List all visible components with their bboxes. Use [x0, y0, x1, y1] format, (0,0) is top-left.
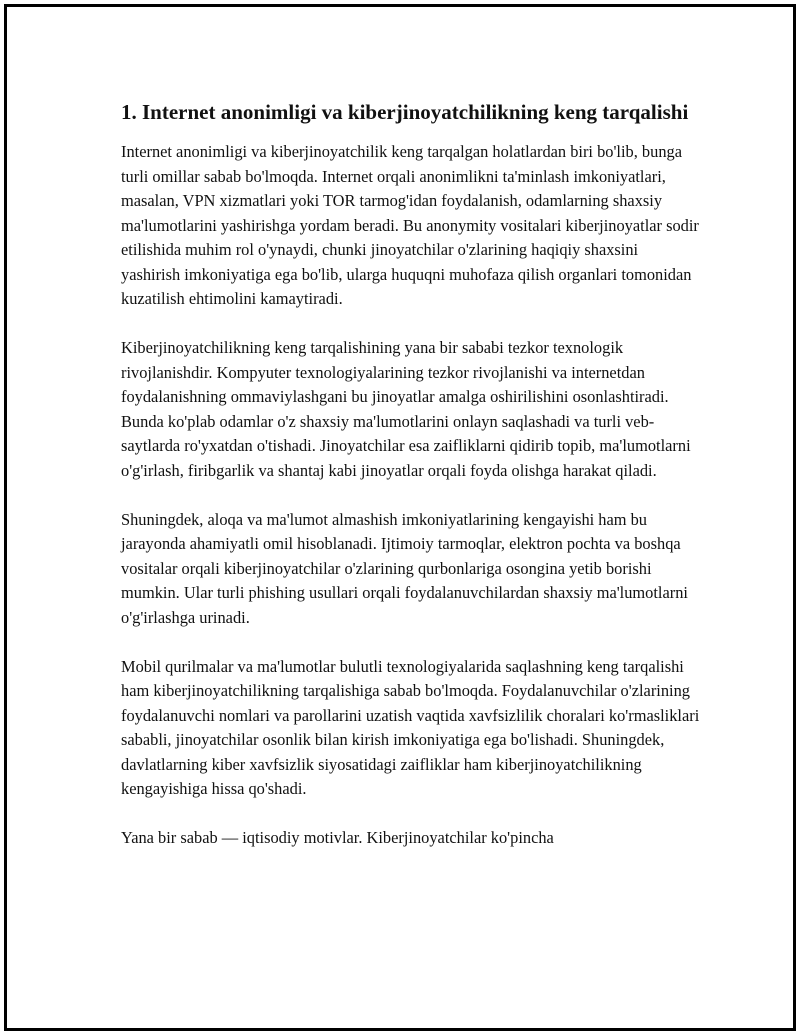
paragraph: Mobil qurilmalar va ma'lumotlar bulutli texnologiyalarida saqlashning keng tarqalishi ham kiberjinoyatchilikning tarqalishiga sabab bo'lmoqda. Foydalanuvchilar o'zlarining foydalanuvchi nomlari va parollarini uzatish vaqtida xavfsizlilik choralari ko'rmasliklari sababli, jinoyatchilar osonlik bilan kirish imkoniyatiga ega bo'lishadi. Shuningdek, davlatlarning kiber xavfsizlik siyosatidagi zaifliklar ham kiberjinoyatchilikning kengayishiga hissa qo'shadi. [121, 656, 700, 798]
document-page [4, 4, 796, 1031]
paragraph: Kiberjinoyatchilikning keng tarqalishining yana bir sababi tezkor texnologik rivojlanishdir. Kompyuter texnologiyalarining tezkor rivojlanishi va internetdan foydalanishning ommaviylashgani bu jinoyatlar amalga oshirilishini osonlashtiradi. Bunda ko'plab odamlar o'z shaxsiy ma'lumotlarini onlayn saqlashadi va turli veb-saytlarda ro'yxatdan o'tishadi. Jinoyatchilar esa zaifliklarni qidirib topib, ma'lumotlarni o'g'irlash, firibgarlik va shantaj kabi jinoyatlar orqali foyda olishga harakat qiladi. [121, 338, 691, 480]
section-heading: 1. Internet anonimligi va kiberjinoyatchilikning keng tarqalishi [121, 100, 689, 124]
paragraph: Yana bir sabab — iqtisodiy motivlar. Kiberjinoyatchilar ko'pincha [121, 828, 554, 847]
paragraph: Shuningdek, aloqa va ma'lumot almashish imkoniyatlarining kengayishi ham bu jarayonda ahamiyatli omil hisoblanadi. Ijtimoiy tarmoqlar, elektron pochta va boshqa vositalar orqali kiberjinoyatchilar o'zlarining qurbonlariga osongina yetib borishi mumkin. Ular turli phishing usullari orqali foydalanuvchilardan shaxsiy ma'lumotlarni o'g'irlashga urinadi. [121, 509, 688, 627]
document-body [121, 99, 701, 875]
paragraph: Internet anonimligi va kiberjinoyatchilik keng tarqalgan holatlardan biri bo'lib, bunga turli omillar sabab bo'lmoqda. Internet orqali anonimlikni ta'minlash imkoniyatlari, masalan, VPN xizmatlari yoki TOR tarmog'idan foydalanish, odamlarning shaxsiy ma'lumotlarini yashirishga yordam beradi. Bu anonymity vositalari kiberjinoyatlar sodir etilishida muhim rol o'ynaydi, chunki jinoyatchilar o'zlarining haqiqiy shaxsini yashirish imkoniyatiga ega bo'lib, ularga huquqni muhofaza qilish organlari tomonidan kuzatilish ehtimolini kamaytiradi. [121, 142, 699, 308]
